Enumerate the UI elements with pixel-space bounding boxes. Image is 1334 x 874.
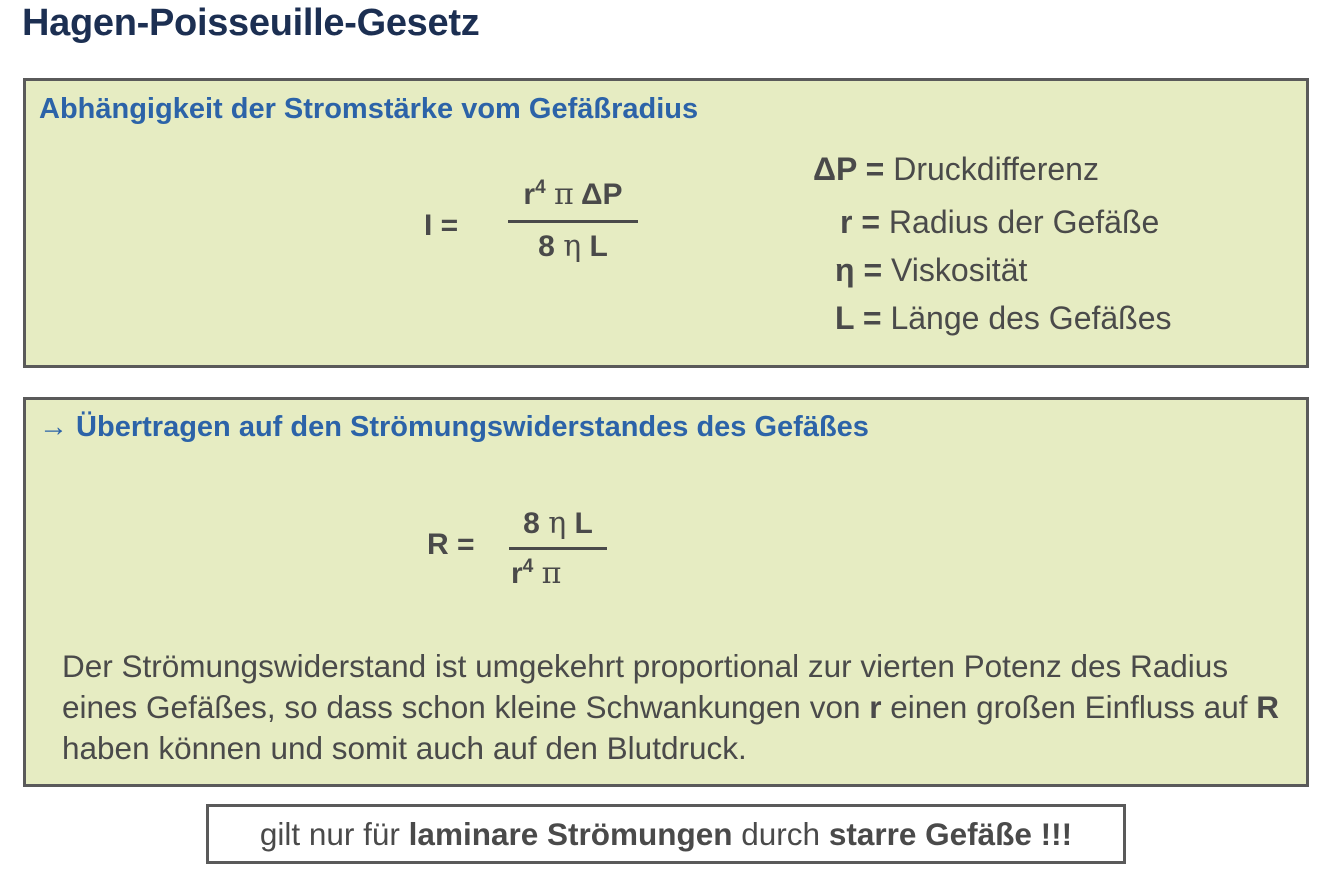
eta-symbol: η — [563, 229, 582, 264]
constant-eight: 8 — [523, 507, 540, 540]
note-bold: laminare Strömungen — [408, 815, 733, 852]
panel-heading: → Übertragen auf den Strömungswiderstandes des Gefäßes — [39, 411, 869, 443]
legend-symbol: r = — [840, 204, 881, 240]
exponent: 4 — [535, 177, 546, 198]
note-bold: starre Gefäße !!! — [828, 815, 1073, 852]
current-radius-panel — [23, 78, 1309, 368]
formula-lhs: I = — [424, 209, 459, 242]
legend-symbol: L = — [835, 300, 882, 336]
current-fraction — [508, 177, 638, 264]
pi-symbol: π — [554, 177, 574, 212]
legend-row-length — [835, 300, 1172, 337]
radius-symbol: r — [511, 557, 523, 590]
formula-lhs: R = — [427, 528, 475, 561]
legend-text: Druckdifferenz — [893, 151, 1099, 187]
fraction-denominator — [538, 229, 608, 264]
exponent: 4 — [522, 556, 534, 577]
length-symbol: L — [589, 230, 608, 263]
legend-text: Länge des Gefäßes — [890, 300, 1172, 336]
radius-symbol: r — [523, 178, 536, 211]
fraction-denominator — [511, 556, 561, 591]
text-bold: R — [1256, 689, 1279, 725]
constant-eight: 8 — [538, 230, 555, 263]
legend-symbol: η = — [835, 252, 883, 288]
legend-row-pressure — [813, 151, 1099, 188]
length-symbol: L — [574, 507, 593, 540]
text-part: Der Strömungswiderstand ist umgekehrt proportional zur vierten Potenz des Radius eines Gefäßes, so dass schon kleine Schwankungen von — [62, 648, 1229, 725]
page-title: Hagen-Poisseuille-Gesetz — [22, 2, 480, 44]
pi-symbol: π — [541, 556, 562, 591]
resistance-fraction — [509, 506, 607, 591]
fraction-bar — [508, 220, 638, 223]
legend-row-radius — [840, 204, 1159, 241]
legend-row-viscosity — [835, 252, 1027, 289]
resistance-panel — [23, 397, 1309, 787]
fraction-numerator — [523, 177, 622, 212]
pressure-difference-symbol: ΔP — [580, 178, 623, 211]
validity-note — [206, 804, 1126, 864]
legend-text: Viskosität — [891, 252, 1028, 288]
eta-symbol: η — [548, 506, 567, 541]
text-bold: r — [869, 689, 882, 725]
note-part: durch — [732, 815, 829, 852]
legend-text: Radius der Gefäße — [888, 204, 1160, 240]
text-part: einen großen Einfluss auf — [881, 689, 1257, 725]
fraction-bar — [509, 547, 607, 550]
panel-heading: Abhängigkeit der Stromstärke vom Gefäßradius — [39, 93, 699, 125]
explanation-text — [62, 646, 1292, 769]
note-part: gilt nur für — [259, 815, 409, 852]
fraction-numerator — [523, 506, 593, 541]
text-part: haben können und somit auch auf den Blutdruck. — [62, 730, 747, 766]
legend-symbol: ΔP = — [813, 151, 885, 187]
